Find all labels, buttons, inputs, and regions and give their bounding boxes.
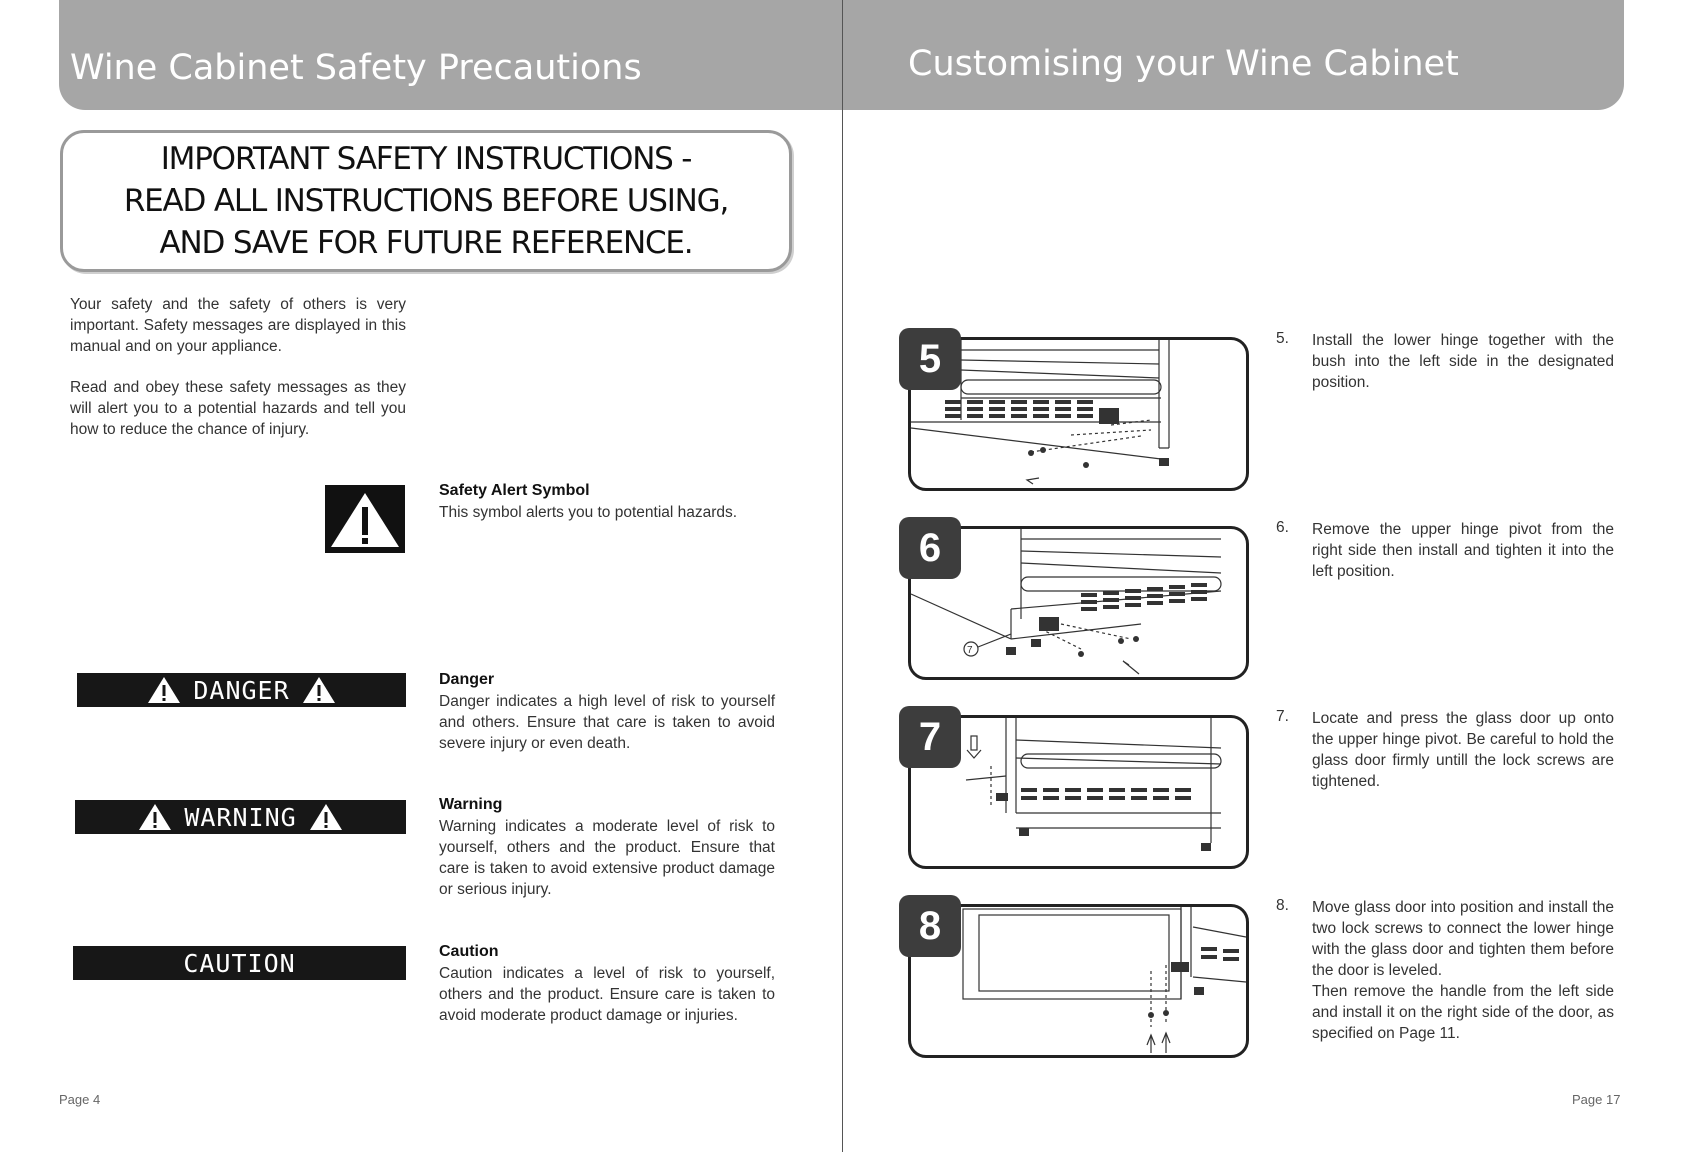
- step-5-badge: 5: [899, 328, 961, 390]
- warning-triangle-icon: [302, 676, 336, 704]
- important-line: READ ALL INSTRUCTIONS BEFORE USING,: [123, 183, 729, 219]
- important-line: IMPORTANT SAFETY INSTRUCTIONS -: [160, 141, 692, 177]
- step-7-badge: 7: [899, 706, 961, 768]
- left-page-number: Page 4: [59, 1092, 101, 1107]
- step-8-badge: 8: [899, 895, 961, 957]
- danger-text: Danger indicates a high level of risk to yourself and others. Ensure that care is taken to avoid severe injury or even death.: [439, 693, 775, 752]
- step-6-callout: 7: [967, 645, 973, 656]
- caution-text: Caution indicates a level of risk to yourself, others and the product. Ensure care is taken to avoid moderate product damage or injuries.: [439, 965, 775, 1024]
- left-page-title: Wine Cabinet Safety Precautions: [70, 48, 642, 88]
- warning-label-text: WARNING: [184, 802, 297, 832]
- intro-paragraph-1: Your safety and the safety of others is very important. Safety messages are displayed in this manual and on your appliance.: [70, 296, 406, 355]
- caution-title: Caution: [439, 943, 499, 960]
- danger-label: [77, 673, 406, 707]
- step-5-text: Install the lower hinge together with the bush into the left side in the designated position.: [1312, 332, 1614, 391]
- step-6-badge: 6: [899, 517, 961, 579]
- step-8-number: 8.: [1276, 897, 1289, 914]
- page-divider: [842, 0, 843, 1152]
- step-6-number: 6.: [1276, 519, 1289, 536]
- caution-label: [73, 946, 406, 980]
- important-instructions-box: [60, 130, 792, 272]
- right-page-number: Page 17: [1572, 1092, 1621, 1107]
- danger-title: Danger: [439, 671, 495, 688]
- warning-text: Warning indicates a moderate level of risk to yourself, others and the product. Ensure that care is taken to avoid extensive product damage or serious injury.: [439, 818, 775, 898]
- important-line: AND SAVE FOR FUTURE REFERENCE.: [159, 225, 693, 261]
- left-header-bar: [59, 0, 842, 110]
- intro-paragraph-2: Read and obey these safety messages as they will alert you to a potential hazards and tell you how to reduce the chance of injury.: [70, 379, 406, 438]
- step-7-number: 7.: [1276, 708, 1289, 725]
- step-8-text: Move glass door into position and install the two lock screws to connect the lower hinge with the glass door and tighten them before the door is leveled.: [1312, 899, 1614, 979]
- warning-title: Warning: [439, 796, 503, 813]
- warning-triangle-icon: [147, 676, 181, 704]
- step-5-number: 5.: [1276, 330, 1289, 347]
- step-8-text-2: Then remove the handle from the left side and install it on the right side of the door, as specified on Page 11.: [1312, 983, 1614, 1042]
- danger-label-text: DANGER: [193, 675, 290, 705]
- right-page-title: Customising your Wine Cabinet: [908, 44, 1459, 84]
- step-6-text: Remove the upper hinge pivot from the right side then install and tighten it into the left position.: [1312, 521, 1614, 580]
- caution-label-text: CAUTION: [183, 948, 296, 978]
- warning-triangle-icon: [309, 803, 343, 831]
- alert-text: This symbol alerts you to potential hazards.: [439, 504, 738, 521]
- alert-title: Safety Alert Symbol: [439, 482, 590, 499]
- right-header-bar: [843, 0, 1624, 110]
- warning-label: [75, 800, 406, 834]
- step-7-text: Locate and press the glass door up onto the upper hinge pivot. Be careful to hold the glass door firmly untill the lock screws are tightened.: [1312, 710, 1614, 790]
- warning-triangle-icon: [138, 803, 172, 831]
- safety-alert-icon: [325, 485, 405, 553]
